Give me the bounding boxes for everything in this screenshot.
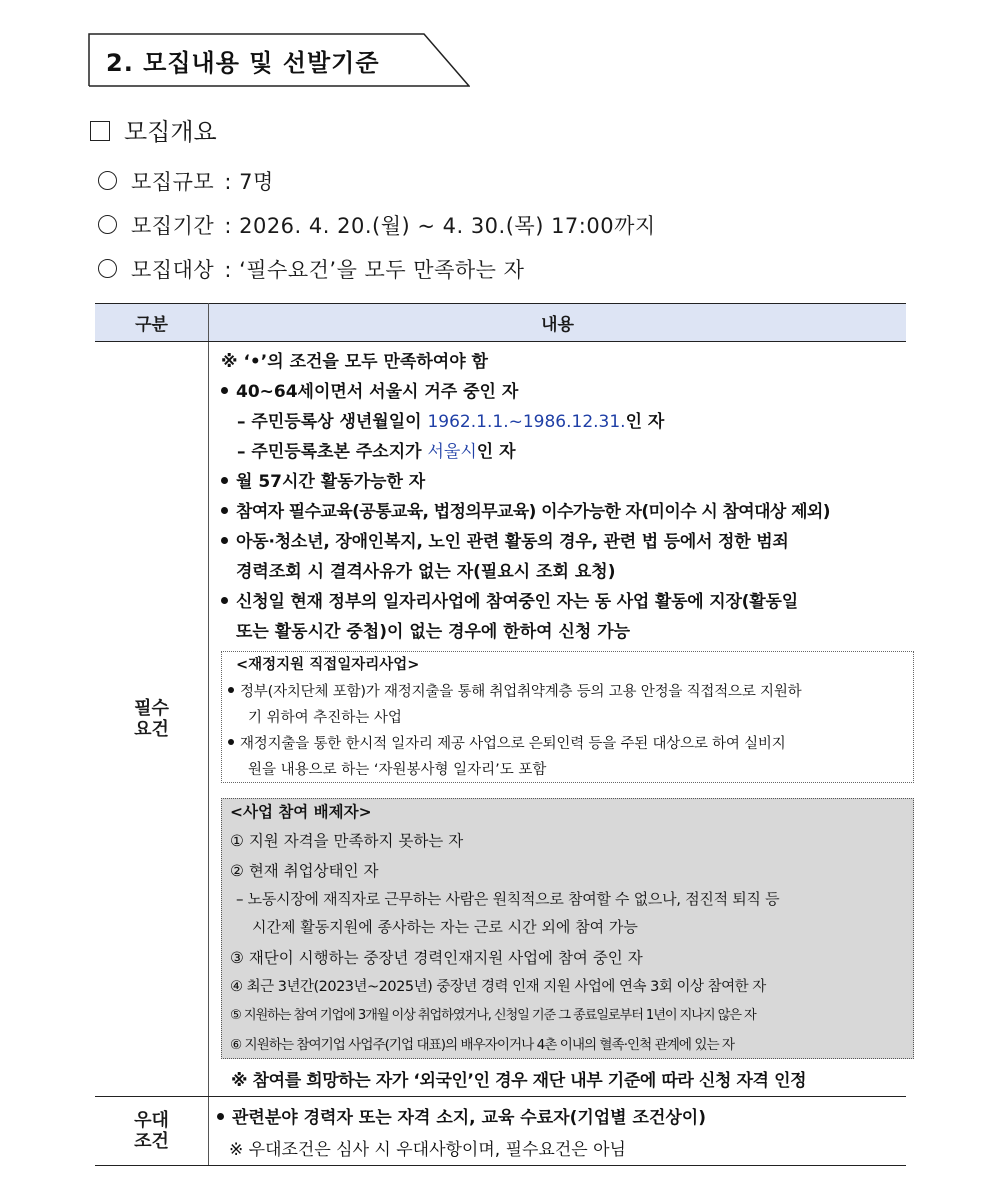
required-bullet-gov-job: 신청일 현재 정부의 일자리사업에 참여중인 자는 동 사업 활동에 지장(활동일 <box>221 587 798 612</box>
exclusion-sub-cont: 시간제 활동지원에 종사하는 자는 근로 시간 외에 참여 가능 <box>252 918 638 936</box>
exclusion-item: ② 현재 취업상태인 자 <box>230 862 379 880</box>
bullet-icon <box>221 477 228 484</box>
circle-icon <box>98 259 117 278</box>
heading-title: 2. 모집내용 및 선발기준 <box>106 49 380 77</box>
section-title <box>90 112 217 147</box>
required-bullet-education: 참여자 필수교육(공통교육, 법정의무교육) 이수가능한 자(미이수 시 참여대상 제외) <box>221 497 830 522</box>
required-sub-birth: – 주민등록상 생년월일이 1962.1.1.~1986.12.31.인 자 <box>237 412 665 432</box>
info-box-item: 정부(자치단체 포함)가 재정지출을 통해 취업취약계층 등의 고용 안정을 직접적으로 지원하 <box>228 680 801 701</box>
required-bullet-crime-check: 아동·청소년, 장애인복지, 노인 관련 활동의 경우, 관련 법 등에서 정한 범죄 <box>221 527 789 552</box>
info-box-direct-jobs <box>221 651 914 783</box>
bullet-icon <box>228 687 234 693</box>
exclusion-item: ⑤ 지원하는 참여 기업에 3개월 이상 취업하였거나, 신청일 기준 그 종료일로부터 1년이 지나지 않은 자 <box>230 1008 756 1023</box>
overview-item-target: 모집대상 : ‘필수요건’을 모두 만족하는 자 <box>98 254 524 284</box>
table-row-required <box>95 342 906 1097</box>
required-bullet-hours: 월 57시간 활동가능한 자 <box>221 467 425 492</box>
header-category: 구분 <box>95 304 209 342</box>
table-header-row <box>95 304 906 342</box>
required-note: ※ ‘•’의 조건을 모두 만족하여야 함 <box>221 352 488 372</box>
overview-item-period: 모집기간 : 2026. 4. 20.(월) ~ 4. 30.(목) 17:00까지 <box>98 210 656 240</box>
required-label: 필수 요건 <box>95 342 209 1097</box>
required-bullet-gov-job-cont: 또는 활동시간 중첩)이 없는 경우에 한하여 신청 가능 <box>236 622 631 642</box>
table-row-preferred <box>95 1097 906 1166</box>
exclusion-title: <사업 참여 배제자> <box>230 803 372 821</box>
bullet-icon <box>217 1113 224 1120</box>
required-bullet-age: 40~64세이면서 서울시 거주 중인 자 <box>221 377 518 402</box>
section-label: 모집개요 <box>124 118 217 146</box>
foreign-note: ※ 참여를 희망하는 자가 ‘외국인’인 경우 재단 내부 기준에 따라 신청 자격 인정 <box>231 1071 807 1091</box>
required-content <box>209 342 907 1097</box>
exclusion-box <box>221 798 914 1059</box>
exclusion-item: ⑥ 지원하는 참여기업 사업주(기업 대표)의 배우자이거나 4촌 이내의 혈족·인척 관계에 있는 자 <box>230 1037 735 1053</box>
bullet-icon <box>221 537 228 544</box>
info-box-item: 재정지출을 통한 한시적 일자리 제공 사업으로 은퇴인력 등을 주된 대상으로 하여 실비지 <box>228 732 786 753</box>
exclusion-item: ① 지원 자격을 만족하지 못하는 자 <box>230 832 464 850</box>
info-box-item-cont: 기 위하여 추진하는 사업 <box>248 710 402 726</box>
bullet-icon <box>221 597 228 604</box>
info-box-title: <재정지원 직접일자리사업> <box>236 657 420 673</box>
exclusion-item: ③ 재단이 시행하는 중장년 경력인재지원 사업에 참여 중인 자 <box>230 949 643 967</box>
overview-item-size: 모집규모 : 7명 <box>98 166 274 196</box>
required-bullet-crime-check-cont: 경력조회 시 결격사유가 없는 자(필요시 조회 요청) <box>236 562 616 582</box>
info-box-item-cont: 원을 내용으로 하는 ‘자원봉사형 일자리’도 포함 <box>248 762 547 778</box>
requirements-table <box>95 303 906 1166</box>
exclusion-item: ④ 최근 3년간(2023년~2025년) 중장년 경력 인재 지원 사업에 연속 3회 이상 참여한 자 <box>230 979 766 995</box>
circle-icon <box>98 215 117 234</box>
heading-box <box>88 33 470 87</box>
preferred-note: ※ 우대조건은 심사 시 우대사항이며, 필수요건은 아님 <box>229 1140 626 1160</box>
header-content: 내용 <box>209 304 907 342</box>
preferred-label: 우대 조건 <box>95 1097 209 1166</box>
bullet-icon <box>221 387 228 394</box>
preferred-content <box>209 1097 907 1166</box>
circle-icon <box>98 171 117 190</box>
bullet-icon <box>221 507 228 514</box>
square-icon <box>90 121 110 141</box>
exclusion-sub: – 노동시장에 재직자로 근무하는 사람은 원칙적으로 참여할 수 없으나, 점진적 퇴직 등 <box>236 890 780 908</box>
preferred-bullet: 관련분야 경력자 또는 자격 소지, 교육 수료자(기업별 조건상이) <box>217 1103 706 1128</box>
bullet-icon <box>228 739 234 745</box>
required-sub-address: – 주민등록초본 주소지가 서울시인 자 <box>237 442 516 462</box>
